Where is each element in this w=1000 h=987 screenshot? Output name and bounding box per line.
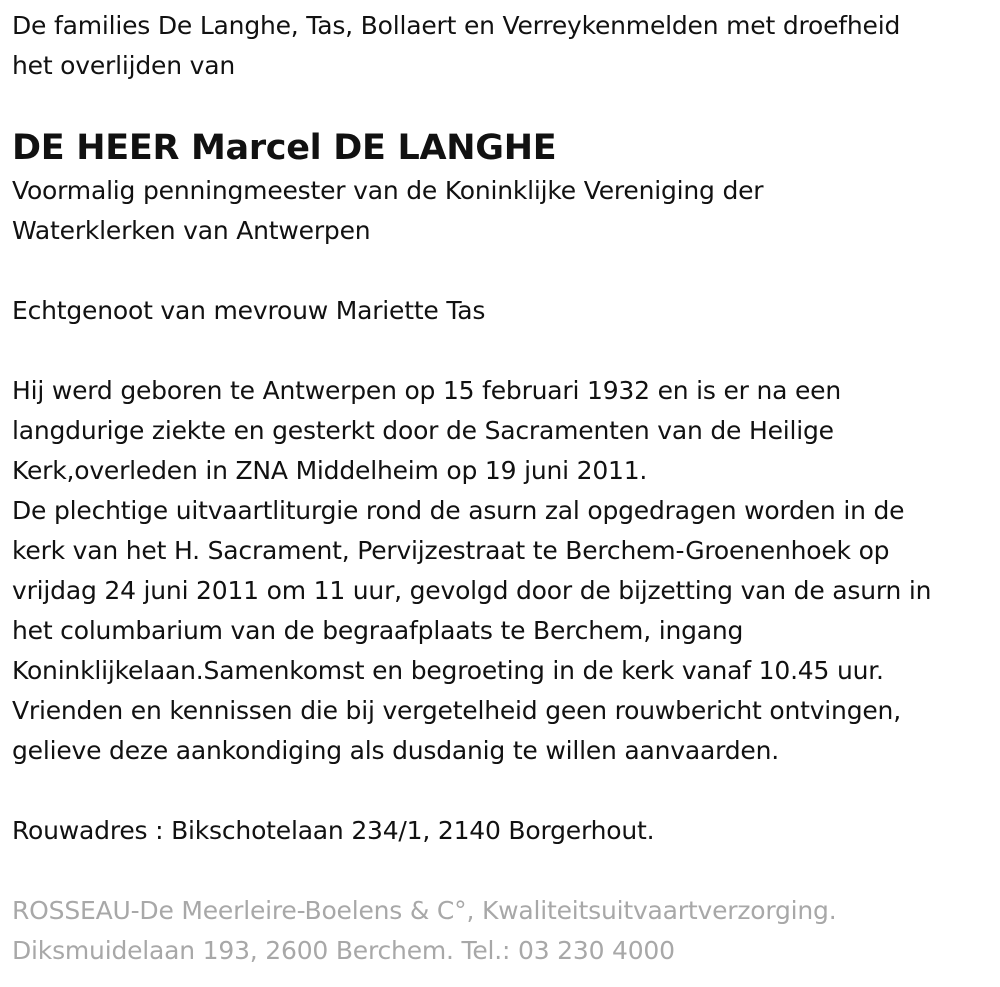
function-line: Waterklerken van Antwerpen	[12, 216, 371, 245]
function-paragraph	[12, 171, 992, 251]
body-line: Kerk,overleden in ZNA Middelheim op 19 juni 2011.	[12, 456, 648, 485]
spacer	[12, 851, 992, 891]
funeral-director-footer	[12, 891, 992, 971]
deceased-name: DE HEER Marcel DE LANGHE	[12, 128, 557, 168]
body-line: het columbarium van de begraafplaats te Berchem, ingang	[12, 616, 744, 645]
function-line: Voormalig penningmeester van de Koninklijke Vereniging der	[12, 176, 764, 205]
body-line: Koninklijkelaan.Samenkomst en begroeting in de kerk vanaf 10.45 uur.	[12, 656, 884, 685]
body-line: De plechtige uitvaartliturgie rond de asurn zal opgedragen worden in de	[12, 496, 905, 525]
intro-paragraph	[12, 6, 992, 86]
obituary-notice	[12, 6, 992, 971]
body-line: gelieve deze aankondiging als dusdanig te willen aanvaarden.	[12, 736, 780, 765]
spacer	[12, 771, 992, 811]
intro-line: het overlijden van	[12, 51, 235, 80]
spacer	[12, 251, 992, 291]
spacer	[12, 331, 992, 371]
body-line: vrijdag 24 juni 2011 om 11 uur, gevolgd door de bijzetting van de asurn in	[12, 576, 932, 605]
footer-line: ROSSEAU-De Meerleire-Boelens & C°, Kwaliteitsuitvaartverzorging.	[12, 896, 837, 925]
body-line: Hij werd geboren te Antwerpen op 15 februari 1932 en is er na een	[12, 376, 841, 405]
mourning-address: Rouwadres : Bikschotelaan 234/1, 2140 Borgerhout.	[12, 816, 655, 845]
body-line: langdurige ziekte en gesterkt door de Sacramenten van de Heilige	[12, 416, 834, 445]
body-line: kerk van het H. Sacrament, Pervijzestraat te Berchem-Groenenhoek op	[12, 536, 890, 565]
footer-line: Diksmuidelaan 193, 2600 Berchem. Tel.: 03 230 4000	[12, 936, 675, 965]
body-paragraph	[12, 371, 992, 771]
spouse-line: Echtgenoot van mevrouw Mariette Tas	[12, 296, 486, 325]
body-line: Vrienden en kennissen die bij vergetelheid geen rouwbericht ontvingen,	[12, 696, 901, 725]
intro-line: De families De Langhe, Tas, Bollaert en Verreykenmelden met droefheid	[12, 11, 901, 40]
